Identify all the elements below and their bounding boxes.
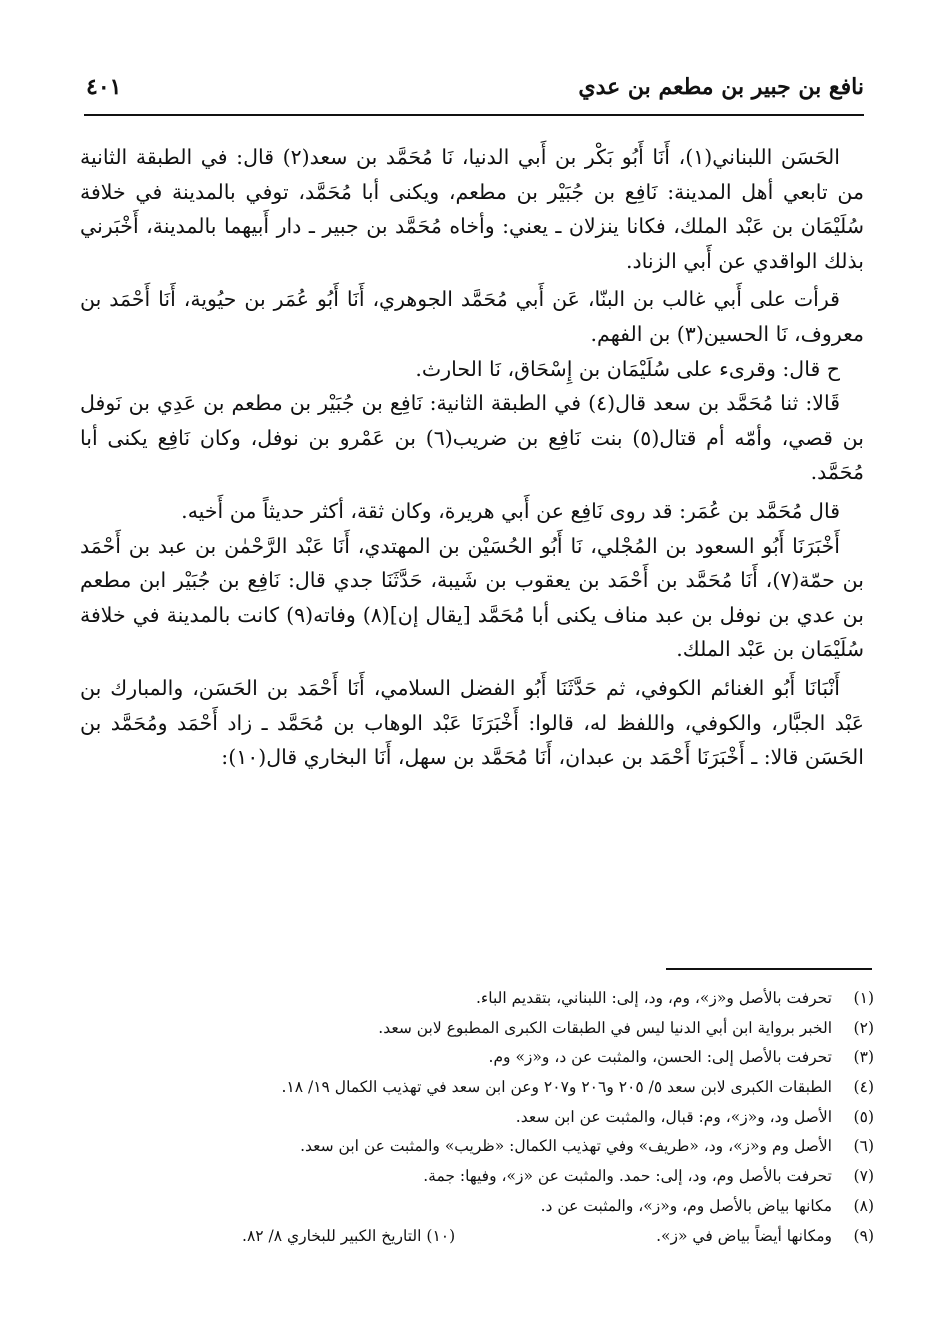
footnote: [84, 1192, 874, 1222]
footnote: [84, 1073, 874, 1103]
page-number: ٤٠١: [86, 74, 122, 100]
paragraph: الحَسَن اللبناني(١)، أَنَا أَبُو بَكْر بن أَبي الدنيا، نَا مُحَمَّد بن سعد(٢) قال: في الطبقة الثانية من تابعي أهل المدينة: نَافِع بن جُبَيْر بن مطعم، ويكنى أبا مُحَمَّد، توفي بالمدينة في خلافة سُلَيْمَان بن عَبْد الملك، فكانا ينزلان ـ يعني: وأخاه مُحَمَّد بن جبير ـ دار أَبيهما بالمدينة، أَخْبَرني بذلك الواقدي عن أَبي الزناد.: [80, 145, 864, 273]
footnote-text: ومكانها أيضاً بياض في «ز».: [656, 1226, 832, 1245]
page-header: [84, 70, 864, 116]
paragraph: أَخْبَرَنَا أَبُو السعود بن المُجْلي، نَا أَبُو الحُسَيْن بن المهتدي، أَنَا عَبْد الرَّحْمٰن بن عبد بن أَحْمَد بن حمّة(٧)، أَنَا مُحَمَّد بن أَحْمَد بن يعقوب بن شَيبة، حَدَّثَنَا جدي قال: نَافِع بن جُبَيْر ابن مطعم بن عدي بن نوفل بن عبد مناف يكنى أبا مُحَمَّد [يقال إن](٨) وفاته(٩) كانت بالمدينة في خلافة سُلَيْمَان بن عَبْد الملك.: [80, 533, 864, 662]
footnote-number: (٥): [853, 1107, 874, 1126]
footnote: [84, 1222, 874, 1252]
footnote-text: الأصل وم و«ز»، ود، «طريف» وفي تهذيب الكمال: «ظريب» والمثبت عن ابن سعد.: [300, 1137, 832, 1156]
footnote-number: (٨): [853, 1196, 874, 1215]
footnote-number: (٢): [853, 1018, 874, 1037]
footnote: [84, 1162, 874, 1192]
footnote: [84, 1103, 874, 1133]
footnote: [84, 984, 874, 1014]
paragraph: ح قال: وقرىء على سُلَيْمَان بن إِسْحَاق، نَا الحارث.: [415, 356, 840, 381]
footnote-10: (١٠) التاريخ الكبير للبخاري ٨/ ٨٢.: [242, 1226, 456, 1245]
footnote: [84, 1014, 874, 1044]
footnote-text: الطبقات الكبرى لابن سعد ٥/ ٢٠٥ و٢٠٦ و٢٠٧ وعن ابن سعد في تهذيب الكمال ١٩/ ١٨.: [281, 1078, 832, 1097]
paragraph: أَنْبَانَا أَبُو الغنائم الكوفي، ثم حَدَّثَنَا أَبُو الفضل السلامي، أَنَا أَحْمَد بن الحَسَن، والمبارك بن عَبْد الجبَّار، والكوفي، واللفظ له، قالوا: أَخْبَرَنَا عَبْد الوهاب بن مُحَمَّد ـ زاد أَحْمَد ومُحَمَّد بن الحَسَن قالا: ـ أَخْبَرَنَا أَحْمَد بن عبدان، أَنَا مُحَمَّد بن سهل، أَنَا البخاري قال(١٠):: [80, 675, 864, 770]
paragraph: قال مُحَمَّد بن عُمَر: قد روى نَافِع عن أَبي هريرة، وكان ثقة، أكثر حديثاً من أَخيه.: [181, 498, 840, 523]
footnote-divider: [666, 968, 872, 970]
footnotes: [84, 984, 874, 1284]
footnote-number: (٦): [853, 1137, 874, 1156]
paragraph: قَالا: ثنا مُحَمَّد بن سعد قال(٤) في الطبقة الثانية: نَافِع بن جُبَيْر بن مطعم بن عَدِي بن نَوفل بن قصي، وأمّه أم قتال(٥) بنت نَافِع بن ضريب(٦) بن عَمْرو بن نوفل، وكان نَافِع يكنى أبا مُحَمَّد.: [80, 391, 864, 485]
running-title: نافع بن جبير بن مطعم بن عدي: [578, 74, 864, 100]
footnote-text: الأصل ود، و«ز»، وم: قبال، والمثبت عن ابن سعد.: [515, 1107, 832, 1126]
footnote-number: (١): [853, 989, 874, 1007]
footnote-number: (٧): [853, 1167, 874, 1186]
footnote-number: (٣): [853, 1048, 874, 1067]
footnote-text: تحرفت بالأصل إلى: الحسن، والمثبت عن د، و«ز» وم.: [488, 1048, 832, 1067]
footnote-text: مكانها بياض بالأصل وم، و«ز»، والمثبت عن د.: [540, 1196, 832, 1215]
paragraph: قرأت على أَبي غالب بن البنّا، عَن أَبي مُحَمَّد الجوهري، أَنَا أَبُو عُمَر بن حيُوية، أَنَا أَحْمَد بن معروف، نَا الحسين(٣) بن الفهم.: [80, 287, 864, 346]
footnote-text: الخبر برواية ابن أبي الدنيا ليس في الطبقات الكبرى المطبوع لابن سعد.: [378, 1018, 832, 1037]
footnote-text: تحرفت بالأصل وم، ود، إلى: حمد. والمثبت عن «ز»، وفيها: جمة.: [423, 1167, 832, 1186]
main-text: [80, 140, 864, 940]
footnote: [84, 1043, 874, 1073]
footnote-text: تحرفت بالأصل و«ز»، وم، ود، إلى: اللبناني، بتقديم الباء.: [476, 989, 832, 1007]
footnote-number: (٩): [853, 1226, 874, 1245]
footnote: [84, 1132, 874, 1162]
footnote-number: (٤): [853, 1078, 874, 1097]
